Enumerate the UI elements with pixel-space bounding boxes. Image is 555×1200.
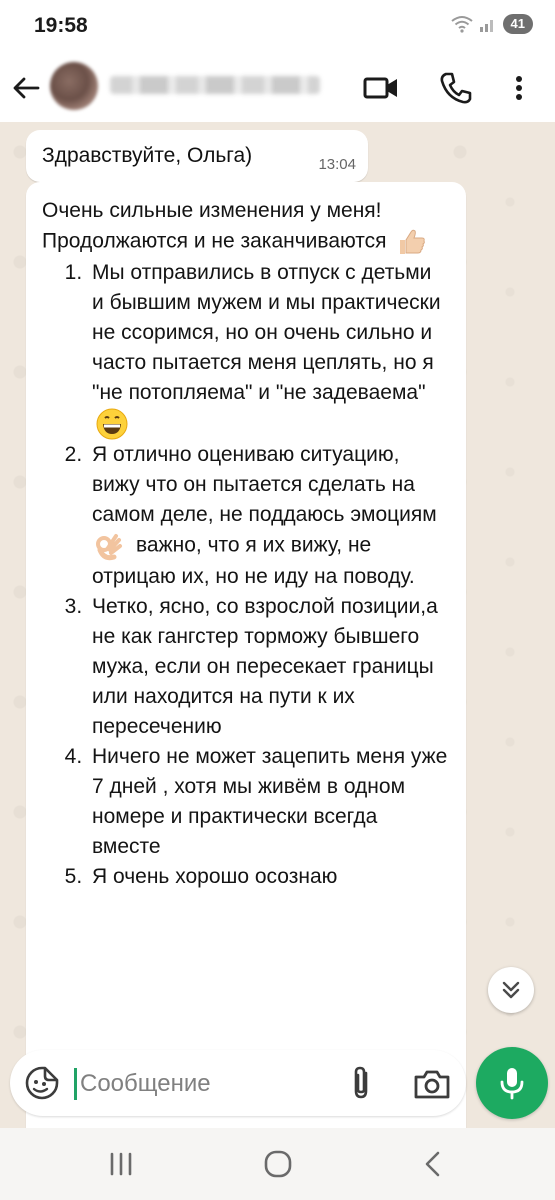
message-input[interactable] [78,1063,322,1105]
message-intro [42,196,448,258]
text-cursor [74,1068,77,1100]
list-item [88,862,448,892]
message-list [42,258,448,892]
scroll-down-button[interactable] [488,967,534,1013]
message-composer [10,1050,466,1116]
list-item-text: Четко, ясно, со взрослой позиции,а не как гангстер торможу бывшего мужа, если он пересекает границы или находится на пути к их пересечению [92,595,438,738]
signal-icon [479,15,497,33]
home-icon[interactable] [260,1146,296,1182]
voice-message-button[interactable] [476,1047,548,1119]
list-item [88,592,448,742]
message-intro-text: Очень сильные изменения у меня! Продолжаются и не заканчиваются [42,199,387,253]
grinning-face-emoji-icon [96,408,128,440]
message-text: Здравствуйте, Ольга) [42,144,253,167]
list-item-text: Я отлично оцениваю ситуацию, вижу что он пытается сделать на самом деле, не поддаюсь эмоциям [92,443,437,526]
status-icons [451,14,533,34]
list-item [88,742,448,862]
contact-name[interactable] [110,76,320,94]
wifi-icon [451,15,473,33]
camera-icon[interactable] [412,1066,452,1102]
list-item-text: Мы отправились в отпуск с детьми и бывшим мужем и мы практически не ссоримся, но он очень сильно и часто пытается меня цеплять, но я "не потопляема" и "не задеваема" [92,261,441,404]
nav-back-icon[interactable] [418,1146,448,1182]
video-call-icon[interactable] [362,70,400,106]
list-item-text: Я очень хорошо осознаю [92,865,338,888]
recent-apps-icon[interactable] [104,1148,138,1180]
list-item-text-after: важно, что я их вижу, не отрицаю их, но не иду на поводу. [92,533,415,588]
list-item [88,258,448,440]
more-vert-icon[interactable] [504,70,534,106]
paperclip-icon[interactable] [346,1064,376,1102]
phone-icon[interactable] [438,70,474,106]
message-bubble[interactable] [26,182,466,1128]
message-time: 13:04 [318,156,356,173]
status-bar [0,0,555,56]
message-bubble[interactable] [26,130,368,182]
ok-hand-emoji-icon [92,530,124,562]
list-item-text: Ничего не может зацепить меня уже 7 дней , хотя мы живём в одном номере и практически всегда вместе [92,745,448,858]
double-chevron-down-icon [500,979,522,1001]
back-arrow-icon[interactable] [8,70,44,106]
chat-area[interactable] [0,122,555,1128]
thumbs-up-emoji-icon [396,226,428,258]
chat-header [0,56,555,122]
sticker-emoji-icon[interactable] [24,1065,60,1101]
system-nav-bar [0,1128,555,1200]
microphone-icon [497,1065,527,1101]
list-item [88,440,448,592]
message-body [42,196,448,892]
battery-indicator: 41 [503,14,533,34]
status-time: 19:58 [34,14,88,37]
avatar[interactable] [50,62,98,110]
